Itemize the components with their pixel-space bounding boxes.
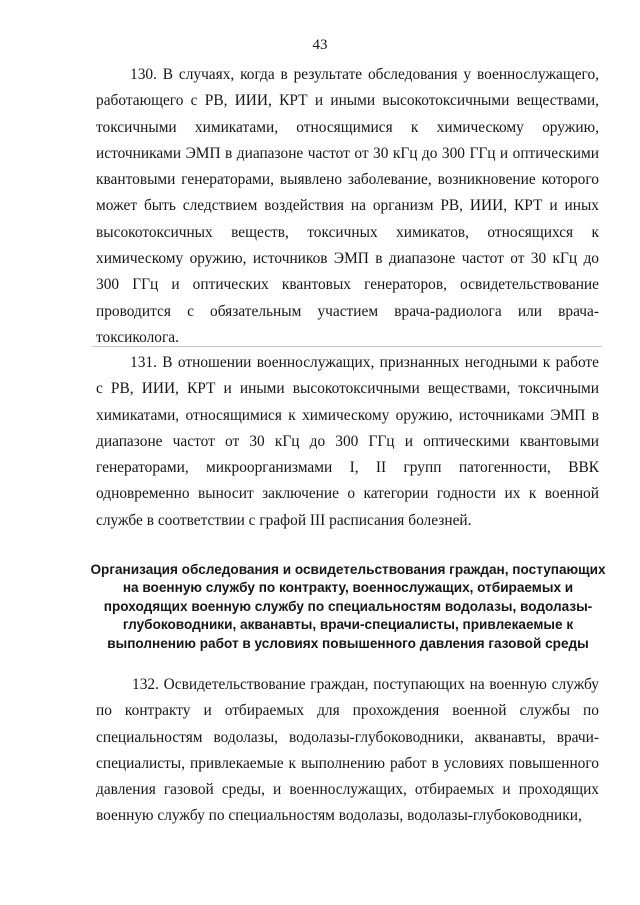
paragraph-131: 131. В отношении военнослужащих, признанных негодными к работе с РВ, ИИИ, КРТ и иными высокотоксичными веществами, токсичными химикатами, относящимися к химическому оружию, источниками ЭМП в диапазоне частот от 30 кГц до 300 ГГц и оптическими квантовыми генераторами, микроорганизмами I, II групп патогенности, ВВК одновременно выносит заключение о категории годности их к военной службе в соответствии с графой III расписания болезней.: [96, 354, 599, 529]
paragraph-132: 132. Освидетельствование граждан, поступающих на военную службу по контракту и отбираемых для прохождения военной службы по специальностям водолазы, водолазы-глубоководники, акванавты, врачи-специалисты, привлекаемые к выполнению работ в условиях повышенного давления газовой среды, и военнослужащих, отбираемых и проходящих военную службу по специальностям водолазы, водолазы-глубоководники,: [96, 676, 599, 825]
scan-artifact-line: [92, 346, 602, 347]
page-number: 43: [312, 37, 328, 53]
section-heading: Организация обследования и освидетельствования граждан, поступающих на военную службу по контракту, военнослужащих, отбираемых и проходящих военную службу по специальностям водолазы, водолазы-глубоководники, акванавты, врачи-специалисты, привлекаемые к выполнению работ в условиях повышенного давления газовой среды: [90, 562, 606, 651]
paragraph-130: 130. В случаях, когда в результате обследования у военнослужащего, работающего с РВ, ИИИ, КРТ и иными высокотоксичными веществами, токсичными химикатами, относящимися к химическому оружию, источниками ЭМП в диапазоне частот от 30 кГц до 300 ГГц и оптическими квантовыми генераторами, выявлено заболевание, возникновение которого может быть следствием воздействия на организм РВ, ИИИ, КРТ и иных высокотоксичных веществ, токсичных химикатов, относящихся к химическому оружию, источников ЭМП в диапазоне частот от 30 кГц до 300 ГГц и оптических квантовых генераторов, освидетельствование проводится с обязательным участием врача-радиолога или врача-токсиколога.: [96, 66, 599, 346]
